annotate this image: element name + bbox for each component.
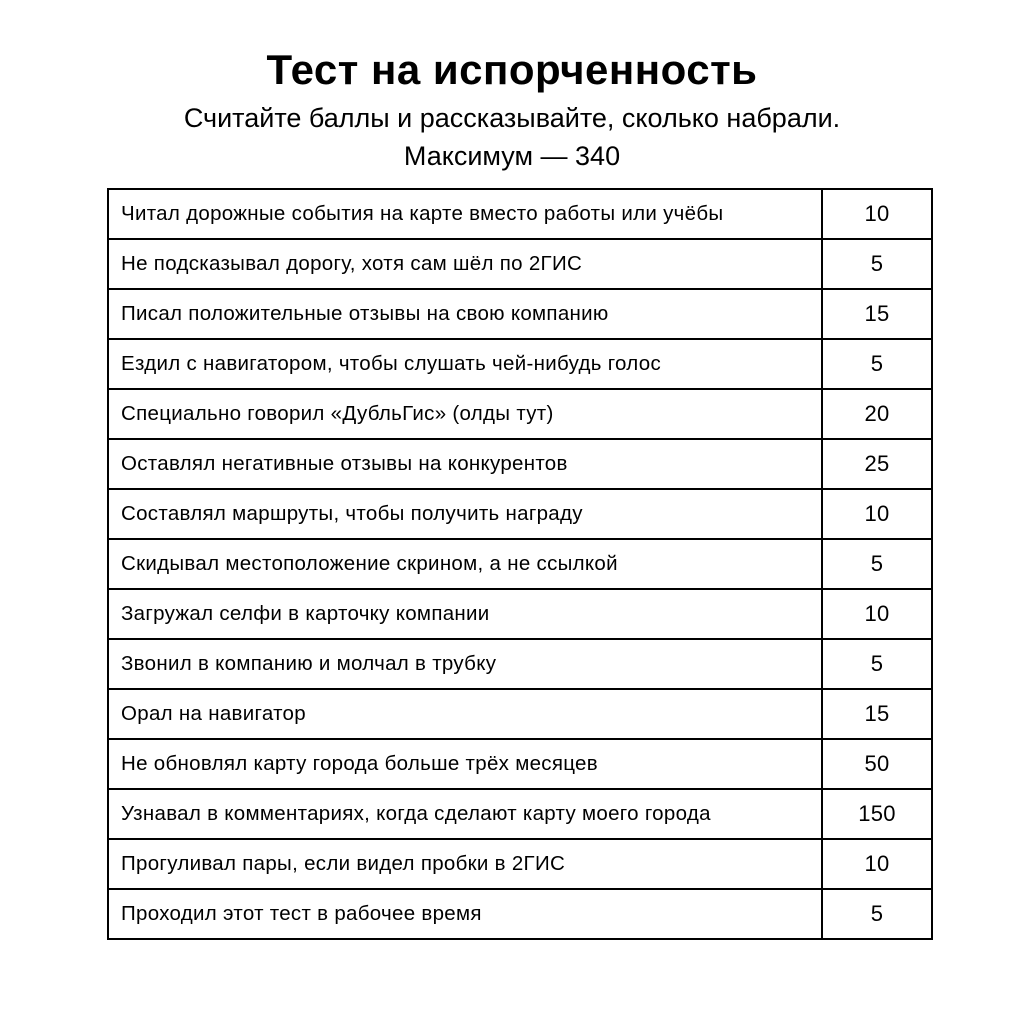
item-points: 15 xyxy=(822,289,932,339)
table-row xyxy=(108,339,932,389)
item-points: 5 xyxy=(822,539,932,589)
table-row xyxy=(108,739,932,789)
item-text: Загружал селфи в карточку компании xyxy=(108,589,822,639)
table-row xyxy=(108,289,932,339)
table-row xyxy=(108,189,932,239)
table-row xyxy=(108,239,932,289)
item-text: Специально говорил «ДубльГис» (олды тут) xyxy=(108,389,822,439)
item-points: 5 xyxy=(822,889,932,939)
item-points: 5 xyxy=(822,239,932,289)
item-points: 10 xyxy=(822,839,932,889)
item-text: Читал дорожные события на карте вместо работы или учёбы xyxy=(108,189,822,239)
item-text: Прогуливал пары, если видел пробки в 2ГИС xyxy=(108,839,822,889)
score-table xyxy=(107,188,933,940)
item-points: 10 xyxy=(822,489,932,539)
table-row xyxy=(108,389,932,439)
item-text: Не подсказывал дорогу, хотя сам шёл по 2ГИС xyxy=(108,239,822,289)
item-points: 150 xyxy=(822,789,932,839)
item-points: 10 xyxy=(822,589,932,639)
table-row xyxy=(108,839,932,889)
table-row xyxy=(108,789,932,839)
table-row xyxy=(108,539,932,589)
item-text: Оставлял негативные отзывы на конкурентов xyxy=(108,439,822,489)
table-row xyxy=(108,589,932,639)
page-subtitle: Считайте баллы и рассказывайте, сколько набрали. xyxy=(183,103,841,133)
item-points: 50 xyxy=(822,739,932,789)
max-score-label: Максимум — 340 xyxy=(403,141,621,171)
table-row xyxy=(108,689,932,739)
table-row xyxy=(108,489,932,539)
item-text: Писал положительные отзывы на свою компанию xyxy=(108,289,822,339)
item-text: Ездил с навигатором, чтобы слушать чей-нибудь голос xyxy=(108,339,822,389)
table-row xyxy=(108,439,932,489)
item-text: Скидывал местоположение скрином, а не ссылкой xyxy=(108,539,822,589)
page-title: Тест на испорченность xyxy=(266,46,758,93)
item-points: 10 xyxy=(822,189,932,239)
item-points: 15 xyxy=(822,689,932,739)
item-text: Звонил в компанию и молчал в трубку xyxy=(108,639,822,689)
item-text: Проходил этот тест в рабочее время xyxy=(108,889,822,939)
item-text: Не обновлял карту города больше трёх месяцев xyxy=(108,739,822,789)
item-points: 5 xyxy=(822,339,932,389)
item-text: Узнавал в комментариях, когда сделают карту моего города xyxy=(108,789,822,839)
item-text: Составлял маршруты, чтобы получить награду xyxy=(108,489,822,539)
item-points: 20 xyxy=(822,389,932,439)
item-points: 25 xyxy=(822,439,932,489)
table-row xyxy=(108,889,932,939)
item-points: 5 xyxy=(822,639,932,689)
table-row xyxy=(108,639,932,689)
item-text: Орал на навигатор xyxy=(108,689,822,739)
